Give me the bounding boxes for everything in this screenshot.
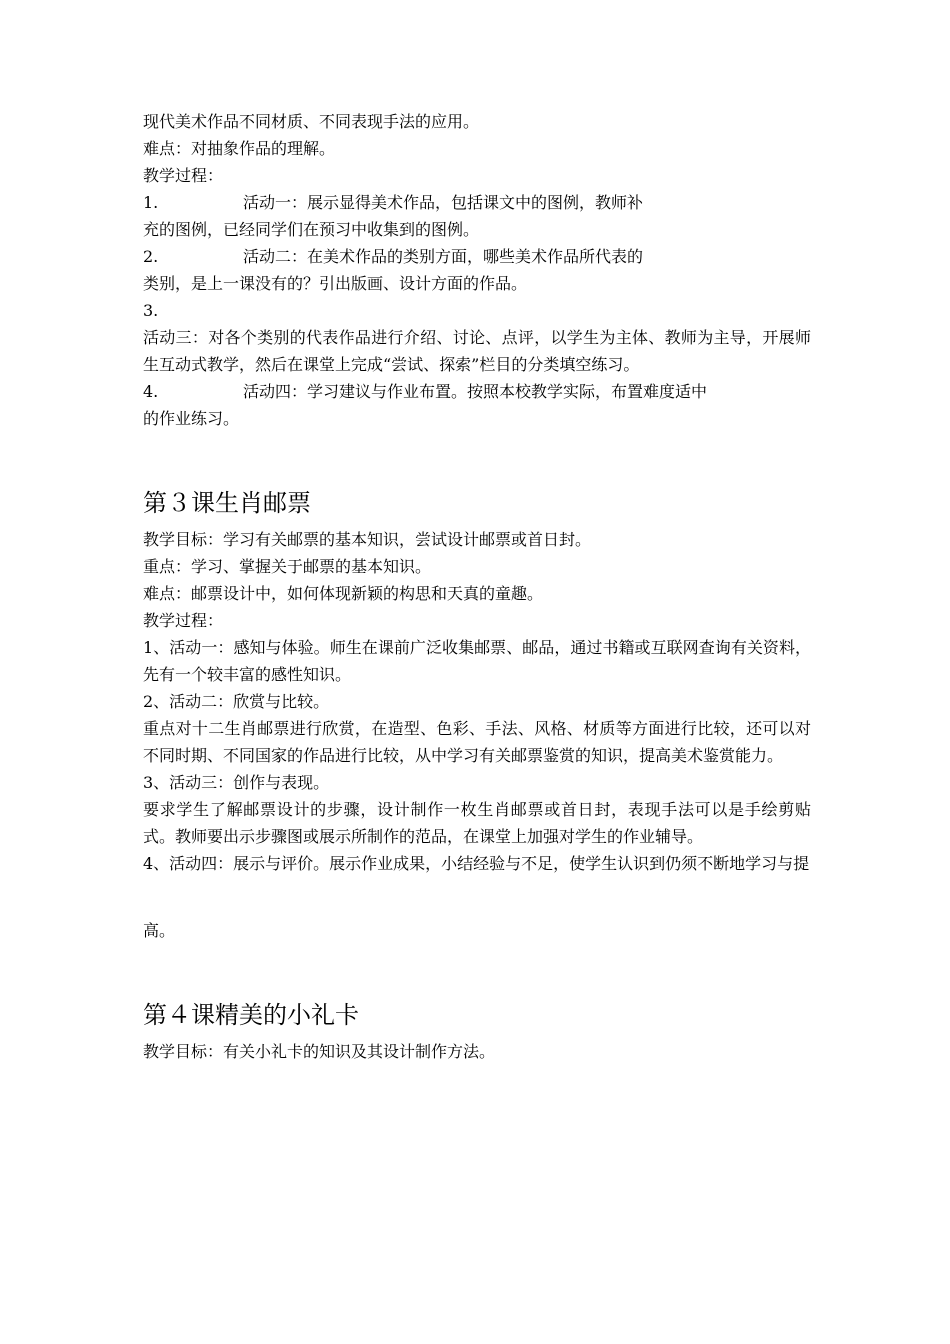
lesson3-difficulty: 难点：邮票设计中，如何体现新颖的构思和天真的童趣。 [143, 584, 544, 603]
lesson3-activity-3-body: 要求学生了解邮票设计的步骤，设计制作一枚生肖邮票或首日封，表现手法可以是手绘剪贴式。教师要出示步骤图或展示所制作的范品，在课堂上加强对学生的作业辅导。 [143, 800, 811, 846]
lesson3-activity-3: 3、活动三：创作与表现。 [143, 773, 330, 792]
process-heading: 教学过程： [143, 166, 224, 185]
lesson3-key: 重点：学习、掌握关于邮票的基本知识。 [143, 557, 432, 576]
lesson3-activity-4: 4、活动四：展示与评价。展示作业成果，小结经验与不足，使学生认识到仍须不断地学习与提 [143, 854, 810, 873]
document-page [143, 108, 811, 1065]
lesson3-activity-2: 2、活动二：欣赏与比较。 [143, 692, 330, 711]
lesson3-activity-1: 1、活动一：感知与体验。师生在课前广泛收集邮票、邮品，通过书籍或互联网查询有关资料，先有一个较丰富的感性知识。 [143, 638, 811, 684]
list-item-continued: 充的图例，已经同学们在预习中收集到的图例。 [143, 220, 480, 239]
lesson3-objective: 教学目标：学习有关邮票的基本知识，尝试设计邮票或首日封。 [143, 530, 592, 549]
lesson3-activity-4-end: 高。 [143, 921, 176, 940]
text-line: 现代美术作品不同材质、不同表现手法的应用。 [143, 112, 480, 131]
list-item-number: 3. [143, 301, 159, 320]
difficulty-line: 难点：对抽象作品的理解。 [143, 139, 336, 158]
lesson4-title: 第４课精美的小礼卡 [143, 1001, 359, 1029]
lesson3-process: 教学过程： [143, 611, 224, 630]
list-item: 4. 活动四：学习建议与作业布置。按照本校教学实际，布置难度适中 [143, 382, 708, 401]
list-item-continued: 类别，是上一课没有的？引出版画、设计方面的作品。 [143, 274, 528, 293]
list-item-body: 活动三：对各个类别的代表作品进行介绍、讨论、点评，以学生为主体、教师为主导，开展师生互动式教学，然后在课堂上完成“尝试、探索”栏目的分类填空练习。 [143, 328, 811, 374]
lesson3-activity-2-body: 重点对十二生肖邮票进行欣赏，在造型、色彩、手法、风格、材质等方面进行比较，还可以对不同时期、不同国家的作品进行比较，从中学习有关邮票鉴赏的知识，提高美术鉴赏能力。 [143, 719, 811, 765]
lesson4-objective: 教学目标：有关小礼卡的知识及其设计制作方法。 [143, 1042, 496, 1061]
lesson3-title: 第３课生肖邮票 [143, 489, 311, 517]
list-item: 1. 活动一：展示显得美术作品，包括课文中的图例，教师补 [143, 193, 644, 212]
list-item: 2. 活动二：在美术作品的类别方面，哪些美术作品所代表的 [143, 247, 644, 266]
list-item-continued: 的作业练习。 [143, 409, 240, 428]
